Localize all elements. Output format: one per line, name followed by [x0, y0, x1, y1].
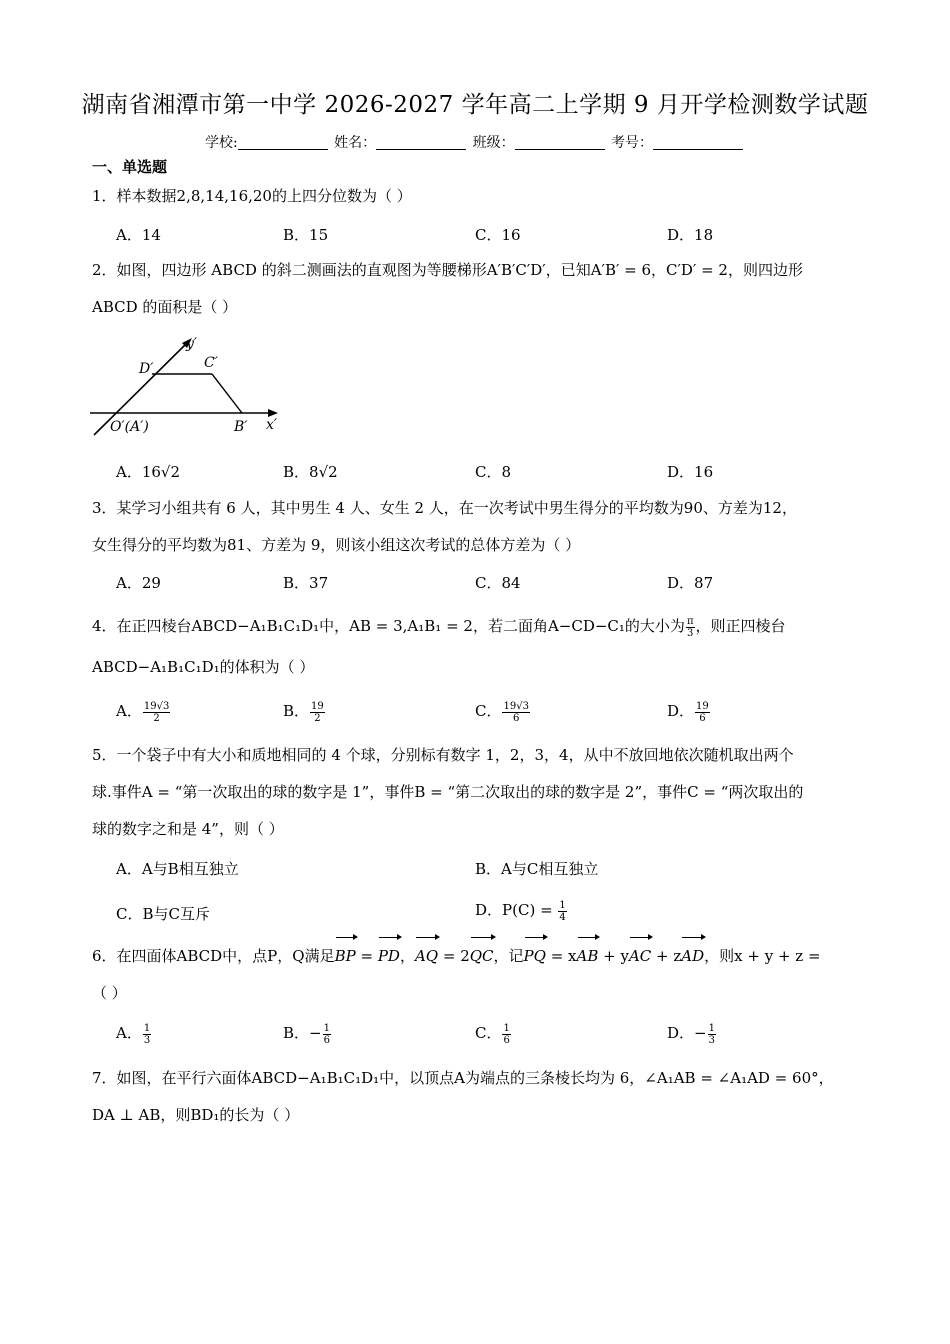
question-4-line1 — [92, 608, 872, 645]
segment-cb — [212, 374, 242, 413]
question-1-text: 1．样本数据2,8,14,16,20的上四分位数为（ ） — [92, 187, 412, 205]
class-blank[interactable] — [515, 135, 605, 150]
question-2-line1: 2．如图，四边形 ABCD 的斜二测画法的直观图为等腰梯形A′B′C′D′，已知A′B′ = 6，C′D′ = 2，则四边形 — [92, 261, 803, 279]
question-3-line2: 女生得分的平均数为81、方差为 9，则该小组这次考试的总体方差为（ ） — [92, 536, 581, 554]
q3-option-c: C．84 — [475, 574, 521, 592]
q1-option-b: B．15 — [283, 226, 329, 244]
q6-option-a: A． $\frac{1}{3}$ — [116, 1022, 151, 1046]
q4-option-d: D． $\frac{19}{6}$ — [667, 700, 709, 724]
q6-option-c: C． $\frac{1}{6}$ — [475, 1022, 510, 1046]
label-x: x′ — [266, 417, 278, 433]
question-5-line2: 球.事件A = “第一次取出的球的数字是 1”，事件B = “第二次取出的球的数字是 2”，事件C = “两次取出的 — [92, 783, 804, 801]
q6-option-d: D．− $\frac{1}{3}$ — [667, 1022, 715, 1046]
q2-option-c: C．8 — [475, 463, 512, 481]
exam-no-blank[interactable] — [653, 135, 743, 150]
q5-option-a: A．A与B相互独立 — [116, 860, 239, 878]
q5-option-b: B．A与C相互独立 — [475, 860, 599, 878]
class-label: 班级： — [472, 135, 515, 151]
q1-option-c: C．16 — [475, 226, 521, 244]
q2-figure — [88, 334, 288, 440]
label-d: D′ — [139, 361, 154, 377]
label-o: O′(A′) — [110, 419, 149, 435]
q1-option-d: D．18 — [667, 226, 714, 244]
label-c: C′ — [204, 355, 218, 371]
question-2-line2: ABCD 的面积是（ ） — [92, 298, 238, 316]
label-y: y′ — [186, 336, 198, 352]
question-5-line1: 5．一个袋子中有大小和质地相同的 4 个球，分别标有数字 1，2，3，4，从中不放回地依次随机取出两个 — [92, 746, 794, 764]
question-7-line2: DA ⊥ AB，则BD₁的长为（ ） — [92, 1106, 300, 1124]
q2-option-b: B．8√2 — [283, 463, 338, 481]
question-6-line2: （ ） — [92, 984, 127, 1002]
exam-no-label: 考号： — [611, 135, 654, 151]
q5-option-c: C．B与C互斥 — [116, 905, 210, 923]
question-4-line2: ABCD−A₁B₁C₁D₁的体积为（ ） — [92, 658, 315, 676]
section-title: 一、单选题 — [92, 158, 168, 176]
q3-option-d: D．87 — [667, 574, 714, 592]
q4-option-b: B． $\frac{19}{2}$ — [283, 700, 324, 724]
q3-option-b: B．37 — [283, 574, 329, 592]
q4-option-a: A． $\frac{19√3}{2}$ — [116, 700, 170, 724]
q4-option-c: C． $\frac{19√3}{6}$ — [475, 700, 529, 724]
name-blank[interactable] — [376, 135, 466, 150]
page-title: 湖南省湘潭市第一中学 2026-2027 学年高二上学期 9 月开学检测数学试题 — [81, 92, 869, 118]
school-label: 学校: — [204, 135, 238, 151]
x-axis-arrow — [268, 409, 278, 417]
question-3-line1: 3．某学习小组共有 6 人，其中男生 4 人、女生 2 人，在一次考试中男生得分的平均数为90、方差为12， — [92, 499, 797, 517]
q1-option-a: A．14 — [116, 226, 161, 244]
question-5-line3: 球的数字之和是 4”，则（ ） — [92, 820, 284, 838]
q3-option-a: A．29 — [116, 574, 161, 592]
q2-option-a: A．16√2 — [116, 463, 181, 481]
q6-option-b: B．− $\frac{1}{6}$ — [283, 1022, 330, 1046]
name-label: 姓名： — [334, 135, 377, 151]
q2-option-d: D．16 — [667, 463, 714, 481]
question-7-line1: 7．如图，在平行六面体ABCD−A₁B₁C₁D₁中，以顶点A为端点的三条棱长均为 6，∠A₁AB = ∠A₁AD = 60°， — [92, 1069, 834, 1087]
q4-line1-a: 4．在正四棱台ABCD−A₁B₁C₁D₁中，AB = 3,A₁B₁ = 2，若二面角A−CD−C₁的大小为 — [92, 617, 685, 635]
q4-line1-b: ，则正四棱台 — [695, 617, 786, 635]
question-6-line1: 6．在四面体ABCD中，点P，Q满足BP = PD，AQ = 2QC，记PQ = xAB + yAC + zAD，则x + y + z = — [92, 938, 872, 975]
q4-angle-fraction: $\frac{\pi}{3}$ — [686, 615, 694, 639]
school-blank[interactable] — [238, 135, 328, 150]
student-info-line — [0, 132, 950, 152]
q5-option-d: D．P(C) = $\frac{1}{4}$ — [475, 899, 566, 923]
label-b: B′ — [234, 419, 248, 435]
